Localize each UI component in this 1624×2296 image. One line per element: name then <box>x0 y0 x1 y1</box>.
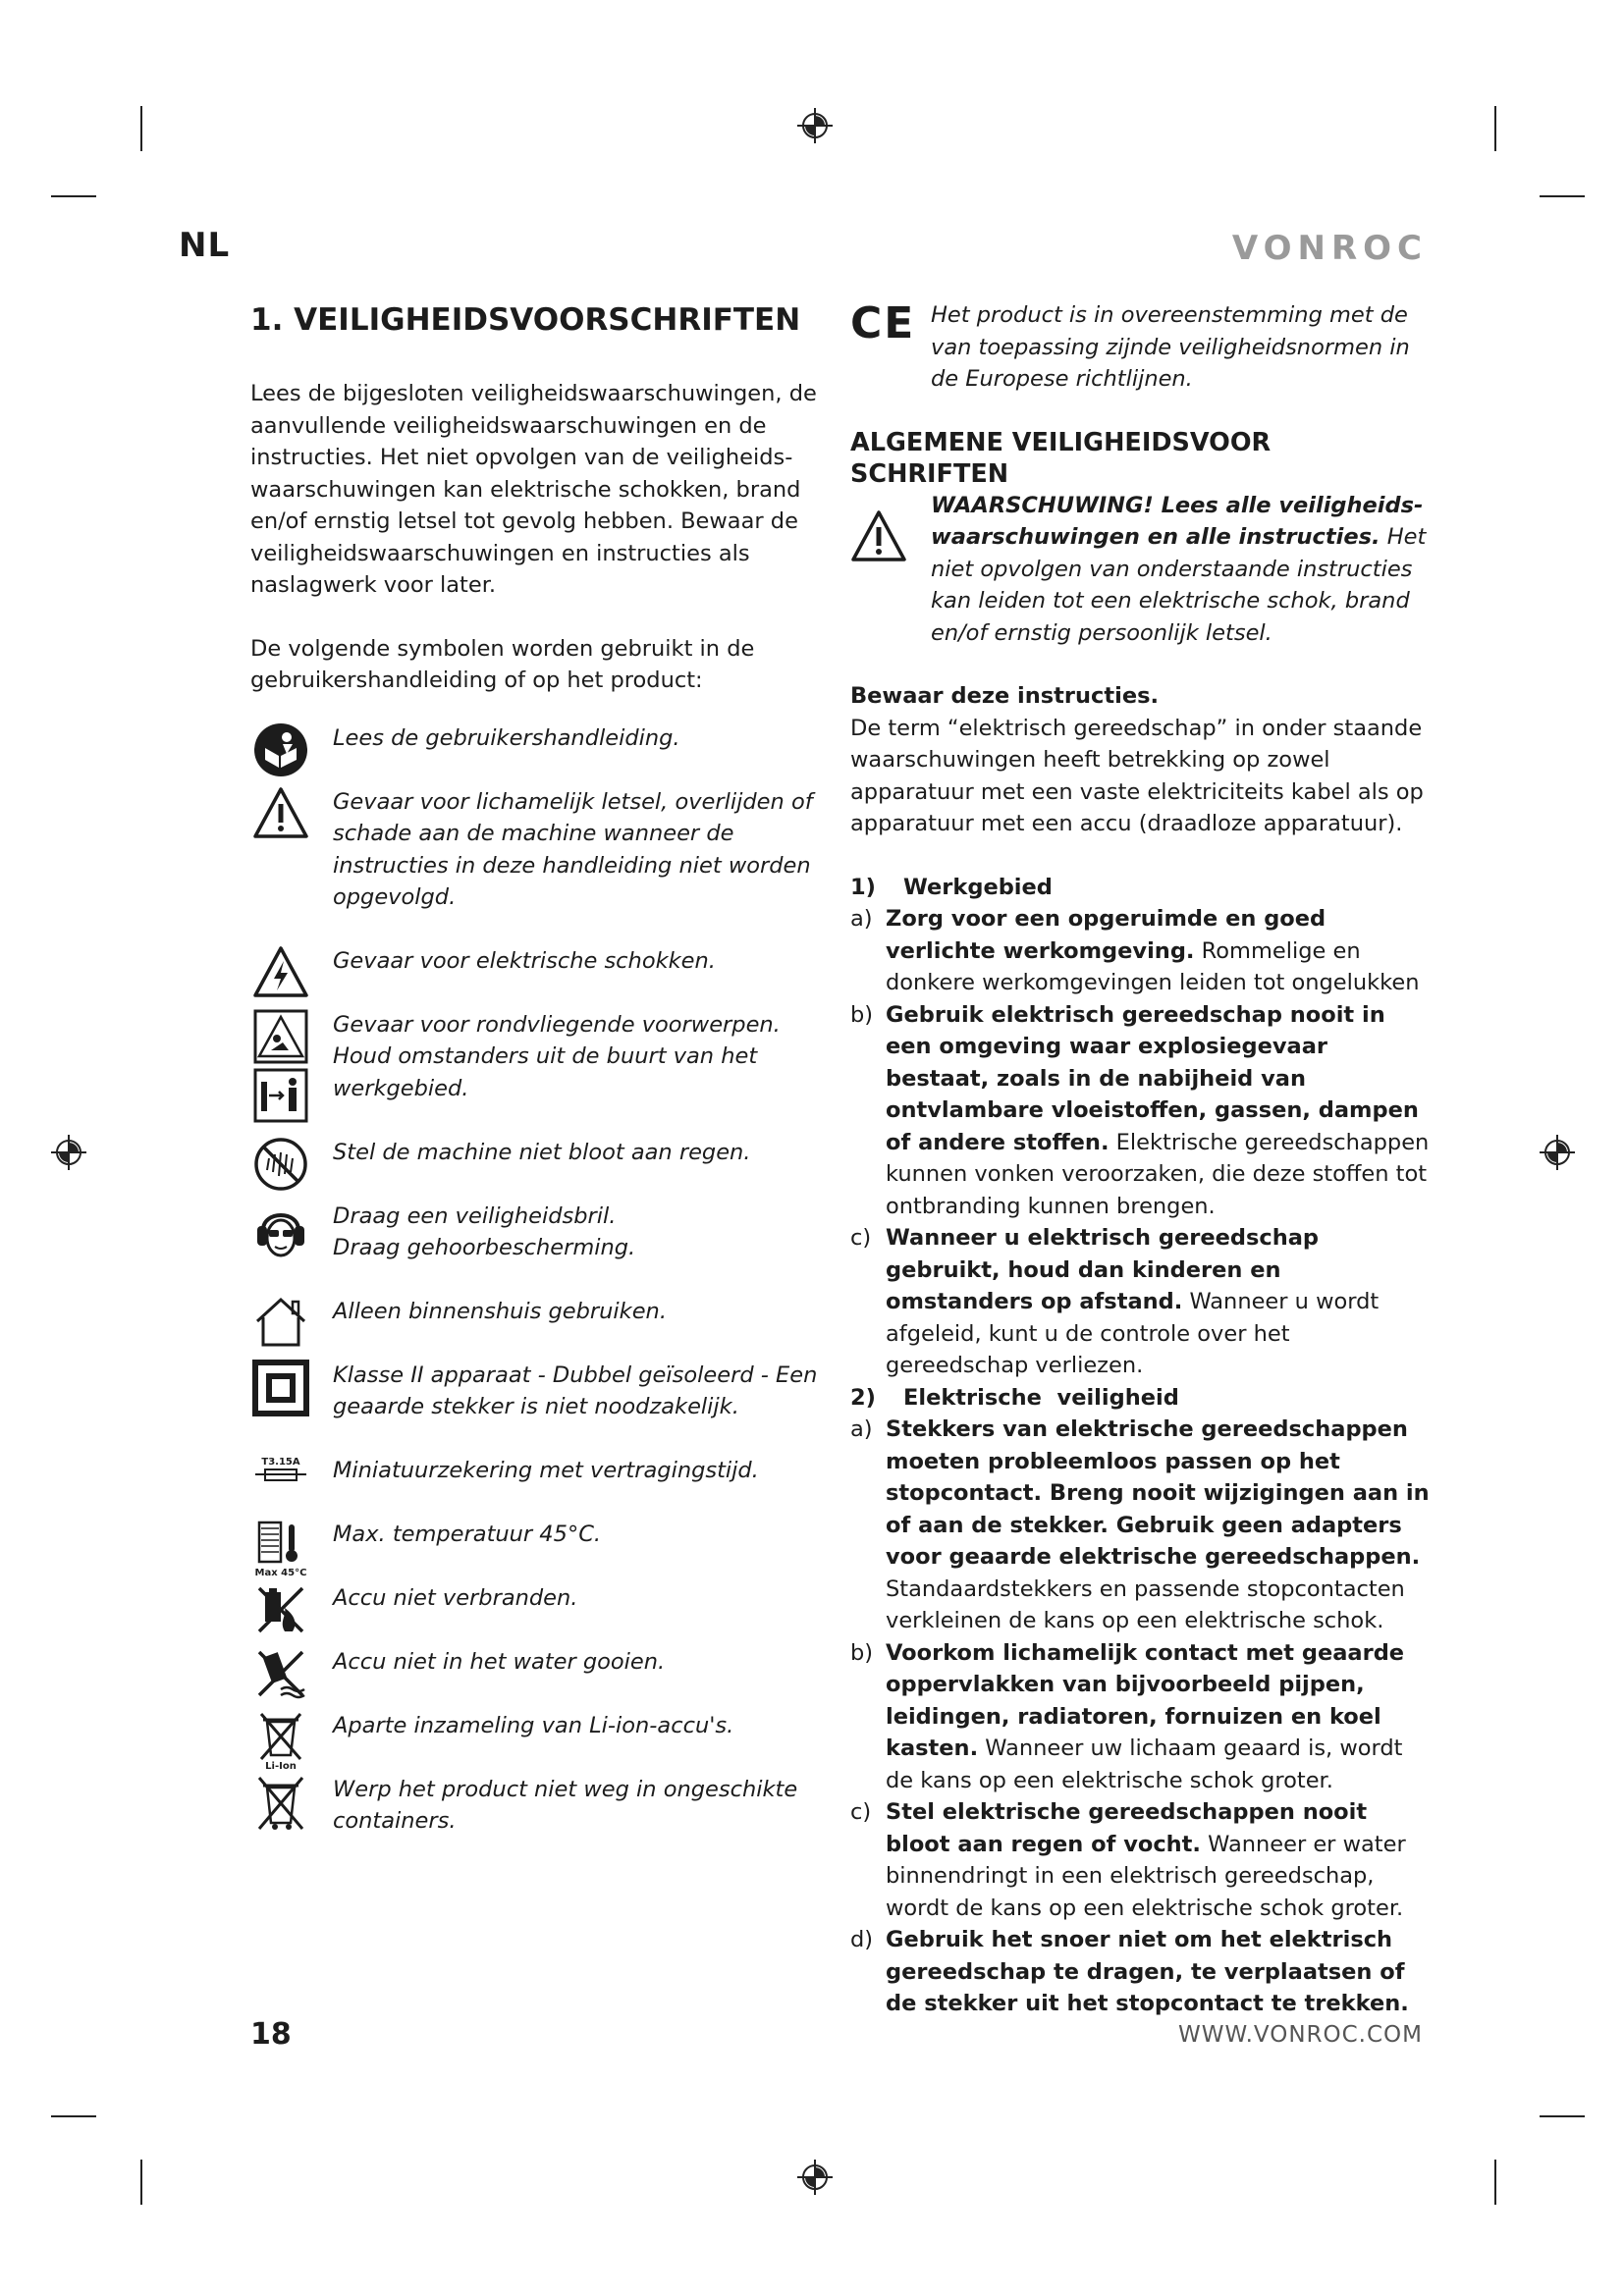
item-letter: c) <box>850 1799 872 1825</box>
item-letter: a) <box>850 1416 873 1442</box>
symbol-text: Max. temperatuur 45°C. <box>333 1521 602 1547</box>
max-temp-icon <box>250 1519 311 1577</box>
registration-mark-icon <box>797 2160 833 2195</box>
item-bold: Gebruik het snoer niet om het elektrisch gereedschap te dragen, te verplaatsen of de stekker uit het stopcontact te trekken. <box>886 1927 1409 2016</box>
crop-mark <box>1494 106 1496 151</box>
crop-mark <box>1494 2160 1496 2205</box>
ce-notice <box>850 299 1432 396</box>
symbol-row <box>250 1710 825 1774</box>
electric-shock-icon <box>250 945 311 998</box>
left-column <box>250 299 825 1838</box>
ce-mark-icon: CE <box>850 298 916 348</box>
section-heading-text: Werkgebied <box>903 874 1053 900</box>
list-item <box>850 1222 1432 1382</box>
symbol-row <box>250 1582 825 1646</box>
crop-mark <box>1540 2115 1585 2117</box>
symbol-text: Miniatuurzekering met vertragingstijd. <box>333 1457 759 1483</box>
registration-mark-icon <box>51 1135 86 1170</box>
item-text: Rommelige en donkere werkomgevingen leiden tot ongelukken <box>886 937 1420 995</box>
warning-text <box>931 490 1432 650</box>
no-burn-battery-icon <box>250 1582 311 1637</box>
item-bold: Gebruik elektrisch gereedschap nooit in een omgeving waar explosiegevaar bestaat, zoals in de nabijheid van ontvlambare vloeistoffen, gassen, dampen of andere stoffen. <box>886 1001 1419 1155</box>
max-temp-label: Max 45°C <box>254 1567 307 1577</box>
warning-bold: WAARSCHUWING! Lees alle veiligheids-waarschuwingen en alle instructies. <box>931 492 1424 550</box>
item-bold: Zorg voor een opgeruimde en goed verlichte werkomgeving. <box>886 906 1326 964</box>
section-heading-text: Elektrische veiligheid <box>903 1384 1179 1411</box>
symbol-row <box>250 1774 825 1838</box>
item-bold: Wanneer u elektrisch gereedschap gebruikt, houd dan kinderen en omstanders op afstand. <box>886 1225 1320 1314</box>
warning-rest: Het niet opvolgen van onderstaande instructies kan leiden tot een elektrische schok, brand en/of ernstig persoonlijk letsel. <box>931 524 1427 646</box>
ce-text: Het product is in overeenstemming met de van toepassing zijnde veiligheidsnormen in de Europese richtlijnen. <box>931 302 1410 392</box>
symbols-intro: De volgende symbolen worden gebruikt in de gebruikershandleiding of op het product: <box>250 635 755 693</box>
flying-objects-icon <box>250 1009 311 1125</box>
fuse-icon <box>250 1455 311 1484</box>
symbol-row <box>250 1137 825 1201</box>
manual-icon <box>250 722 311 777</box>
symbol-row <box>250 1296 825 1360</box>
symbol-row <box>250 786 825 945</box>
list-item <box>850 1414 1432 1637</box>
symbol-text: Gevaar voor lichamelijk letsel, overlijden of schade aan de machine wanneer de instructies in deze handleiding niet worden opgevolgd. <box>333 788 813 910</box>
symbol-row <box>250 1009 825 1137</box>
crop-mark <box>140 106 142 151</box>
symbol-row <box>250 1455 825 1519</box>
section-heading <box>850 1382 1432 1415</box>
symbol-text: Gevaar voor rondvliegende voorwerpen. Houd omstanders uit de buurt van het werkgebied. <box>333 1011 781 1101</box>
item-letter: c) <box>850 1225 872 1251</box>
item-text: Elektrische gereedschappen kunnen vonken veroorzaken, die deze stoffen tot ontbranding kunnen brengen. <box>886 1129 1430 1219</box>
general-safety-title: ALGEMENE VEILIGHEIDSVOOR SCHRIFTEN <box>850 427 1272 489</box>
right-column <box>850 299 1432 2020</box>
class-ii-icon <box>250 1360 311 1416</box>
list-item <box>850 1796 1432 1924</box>
symbol-row <box>250 722 825 786</box>
symbol-text: Accu niet verbranden. <box>333 1584 578 1611</box>
keep-instructions-title: Bewaar deze instructies. <box>850 683 1160 709</box>
page-number: 18 <box>250 2017 292 2052</box>
goggles-ear-protection-icon <box>250 1201 311 1259</box>
symbol-text: Accu niet in het water gooien. <box>333 1648 666 1675</box>
brand-logo: VONROC <box>1231 229 1428 268</box>
warning-triangle-icon <box>850 490 911 566</box>
li-ion-label: Li-Ion <box>265 1760 297 1771</box>
item-letter: b) <box>850 1639 874 1666</box>
symbol-text: Werp het product niet weg in ongeschikte containers. <box>333 1776 798 1834</box>
crop-mark <box>1540 195 1585 197</box>
list-item <box>850 1924 1432 2020</box>
item-text: Wanneer er water binnendringt in een elektrisch gereedschap, wordt de kans op een elektrische schok groter. <box>886 1831 1406 1921</box>
list-item <box>850 1637 1432 1797</box>
intro-paragraph: Lees de bijgesloten veiligheidswaarschuwingen, de aanvullende veiligheidswaarschuwingen en de instructies. Het niet opvolgen van de veiligheids-waarschuwingen kan elektrische schokken, brand en/of ernstig letsel tot gevolg hebben. Bewaar de veiligheidswaarschuwingen en instructies als naslagwerk voor later. <box>250 381 817 598</box>
language-code: NL <box>179 226 231 265</box>
symbol-text: Klasse II apparaat - Dubbel geïsoleerd - Een geaarde stekker is niet noodzakelijk. <box>333 1362 818 1419</box>
symbol-row <box>250 1201 825 1296</box>
registration-mark-icon <box>797 108 833 143</box>
symbol-text: Aparte inzameling van Li-ion-accu's. <box>333 1712 734 1738</box>
crop-mark <box>51 195 96 197</box>
item-text: Wanneer u wordt afgeleid, kunt u de controle over het gereedschap verliezen. <box>886 1289 1380 1378</box>
list-item <box>850 999 1432 1223</box>
website-url: WWW.VONROC.COM <box>1178 2022 1423 2048</box>
item-letter: a) <box>850 906 873 932</box>
registration-mark-icon <box>1540 1135 1575 1170</box>
item-letter: d) <box>850 1927 874 1952</box>
symbol-text: Alleen binnenshuis gebruiken. <box>333 1298 667 1324</box>
li-ion-recycle-icon <box>250 1710 311 1771</box>
item-bold: Stel elektrische gereedschappen nooit bloot aan regen of vocht. <box>886 1799 1368 1857</box>
section-number: 2) <box>850 1384 876 1411</box>
symbol-text: Gevaar voor elektrische schokken. <box>333 947 716 974</box>
item-text: Standaardstekkers en passende stopcontacten verkleinen de kans op een elektrische schok. <box>886 1575 1405 1633</box>
item-bold: Stekkers van elektrische gereedschappen moeten probleemloos passen op het stopcontact. Breng nooit wijzigingen aan in of aan de stekker. Gebruik geen adapters voor geaarde elektrische gereedschappen. <box>886 1416 1430 1570</box>
symbol-row <box>250 1519 825 1582</box>
section-number: 1) <box>850 874 876 900</box>
symbol-row <box>250 945 825 1009</box>
list-item <box>850 903 1432 999</box>
symbol-row <box>250 1360 825 1455</box>
item-letter: b) <box>850 1001 874 1028</box>
crop-mark <box>51 2115 96 2117</box>
section-heading <box>850 872 1432 904</box>
item-text: Wanneer uw lichaam geaard is, wordt de kans op een elektrische schok groter. <box>886 1735 1403 1793</box>
no-water-battery-icon <box>250 1646 311 1701</box>
warning-triangle-icon <box>250 786 311 839</box>
no-rain-icon <box>250 1137 311 1192</box>
fuse-label: T3.15A <box>261 1456 300 1468</box>
warning-block <box>850 490 1432 650</box>
symbol-row <box>250 1646 825 1710</box>
weee-bin-icon <box>250 1774 311 1833</box>
symbol-text: Stel de machine niet bloot aan regen. <box>333 1139 751 1165</box>
indoor-use-icon <box>250 1296 311 1349</box>
section-title: 1. VEILIGHEIDSVOORSCHRIFTEN <box>250 302 801 338</box>
symbol-text: Lees de gebruikershandleiding. <box>333 724 680 751</box>
item-bold: Voorkom lichamelijk contact met geaarde oppervlakken van bijvoorbeeld pijpen, leidingen, radiatoren, fornuizen en koel kasten. <box>886 1639 1405 1761</box>
symbol-text: Draag een veiligheidsbril. Draag gehoorbescherming. <box>333 1202 636 1260</box>
keep-instructions-text: De term “elektrisch gereedschap” in onder staande waarschuwingen heeft betrekking op zowel apparatuur met een vaste elektriciteits kabel als op apparatuur met een accu (draadloze apparatuur). <box>850 715 1424 836</box>
crop-mark <box>140 2160 142 2205</box>
